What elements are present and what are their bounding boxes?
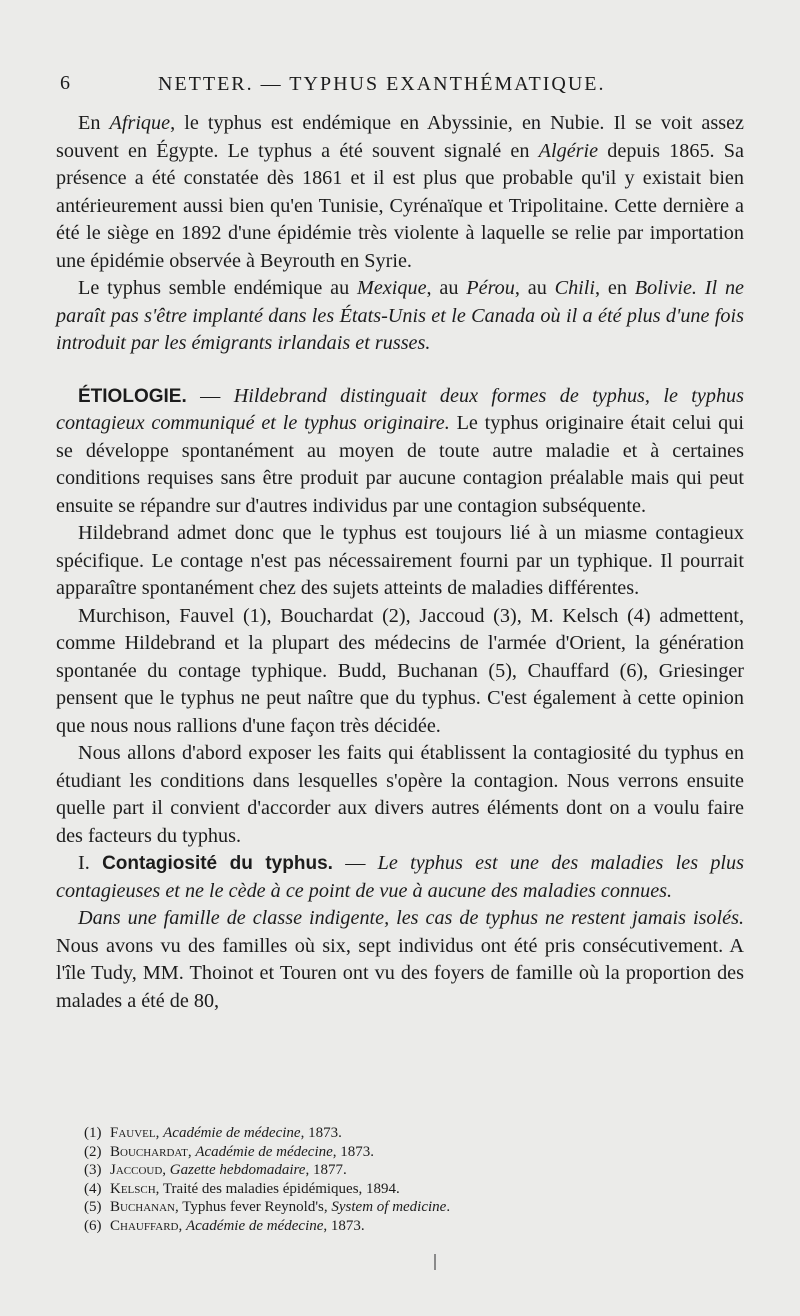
section-gap — [56, 358, 744, 383]
footnote: (6) Chauffard, Académie de médecine, 1873. — [84, 1217, 365, 1234]
body-text — [56, 110, 744, 1015]
paragraph-amerique: Le typhus semble endémique au Mexique, au Pérou, au Chili, en Bolivie. Il ne paraît pas s'être implanté dans les États-Unis et le Canada où il a été plus d'une fois introduit par les émigrants irlandais et russes. — [56, 277, 745, 354]
footnote: (4) Kelsch, Traité des maladies épidémiques, 1894. — [84, 1180, 400, 1197]
footnotes — [84, 1124, 744, 1236]
page-number: 6 — [60, 72, 70, 94]
running-head: NETTER. — TYPHUS EXANTHÉMATIQUE. — [158, 73, 606, 95]
paragraph-etiologie: ÉTIOLOGIE. — Hildebrand distinguait deux formes de typhus, le typhus contagieux communiqué et le typhus originaire. Le typhus originaire était celui qui se développe spontanément au moyen de toute autre maladie et à certaines conditions requises sans être produit par aucune contagion préalable mais qui peut ensuite se répandre sur d'autres individus par une contagion subséquente. — [56, 384, 744, 517]
section-heading-etiologie: ÉTIOLOGIE. — [78, 385, 187, 407]
section-heading-contagiosite: Contagiosité du typhus. — [102, 853, 333, 874]
paragraph-murchison: Murchison, Fauvel (1), Bouchardat (2), Jaccoud (3), M. Kelsch (4) admettent, comme Hildebrand et la plupart des médecins de l'armée d'Orient, la génération spontanée du contage typhique. Budd, Buchanan (5), Chauffard (6), Griesinger pensent que le typhus ne peut naître que du typhus. C'est également à cette opinion que nous nous rallions d'une façon très décidée. — [56, 604, 744, 737]
footnote: (3) Jaccoud, Gazette hebdomadaire, 1877. — [84, 1162, 347, 1179]
paragraph-exposition: Nous allons d'abord exposer les faits qui établissent la contagiosité du typhus en étudiant les conditions dans lesquelles s'opère la contagion. Nous verrons ensuite quelle part il convient d'accorder aux divers autres éléments dont on a voulu faire des facteurs du typhus. — [56, 742, 744, 847]
scan-mark — [434, 1254, 436, 1270]
paragraph-afrique: En Afrique, le typhus est endémique en Abyssinie, en Nubie. Il se voit assez souvent en Égypte. Le typhus a été souvent signalé en Algérie depuis 1865. Sa présence a été constatée dès 1861 et il est plus que probable qu'il y existait bien antérieurement aussi bien qu'en Tunisie, Cyrénaïque et Tripolitaine. Cette dernière a été le siège en 1892 d'une épidémie très violente à laquelle se relie par importation une épidémie observée à Beyrouth en Syrie. — [56, 112, 744, 272]
footnote: (2) Bouchardat, Académie de médecine, 1873. — [84, 1143, 375, 1160]
paragraph-contagiosite: I. Contagiosité du typhus. — Le typhus est une des maladies les plus contagieuses et ne le cède à ce point de vue à aucune des maladies connues. — [56, 852, 744, 902]
paragraph-hildebrand: Hildebrand admet donc que le typhus est toujours lié à un miasme contagieux spécifique. Le contage n'est pas nécessairement fourni par un typhique. Il pourrait apparaître spontanément chez des sujets atteints de maladies différentes. — [56, 522, 744, 599]
footnote: (1) Fauvel, Académie de médecine, 1873. — [84, 1125, 342, 1141]
paragraph-famille: Dans une famille de classe indigente, les cas de typhus ne restent jamais isolés. Nous avons vu des familles où six, sept individus ont été pris consécutivement. A l'île Tudy, MM. Thoinot et Touren ont vu des foyers de famille où la proportion des malades a été de 80, — [56, 907, 744, 1012]
footnote: (5) Buchanan, Typhus fever Reynold's, System of medicine. — [84, 1199, 451, 1216]
page-header — [58, 72, 748, 102]
